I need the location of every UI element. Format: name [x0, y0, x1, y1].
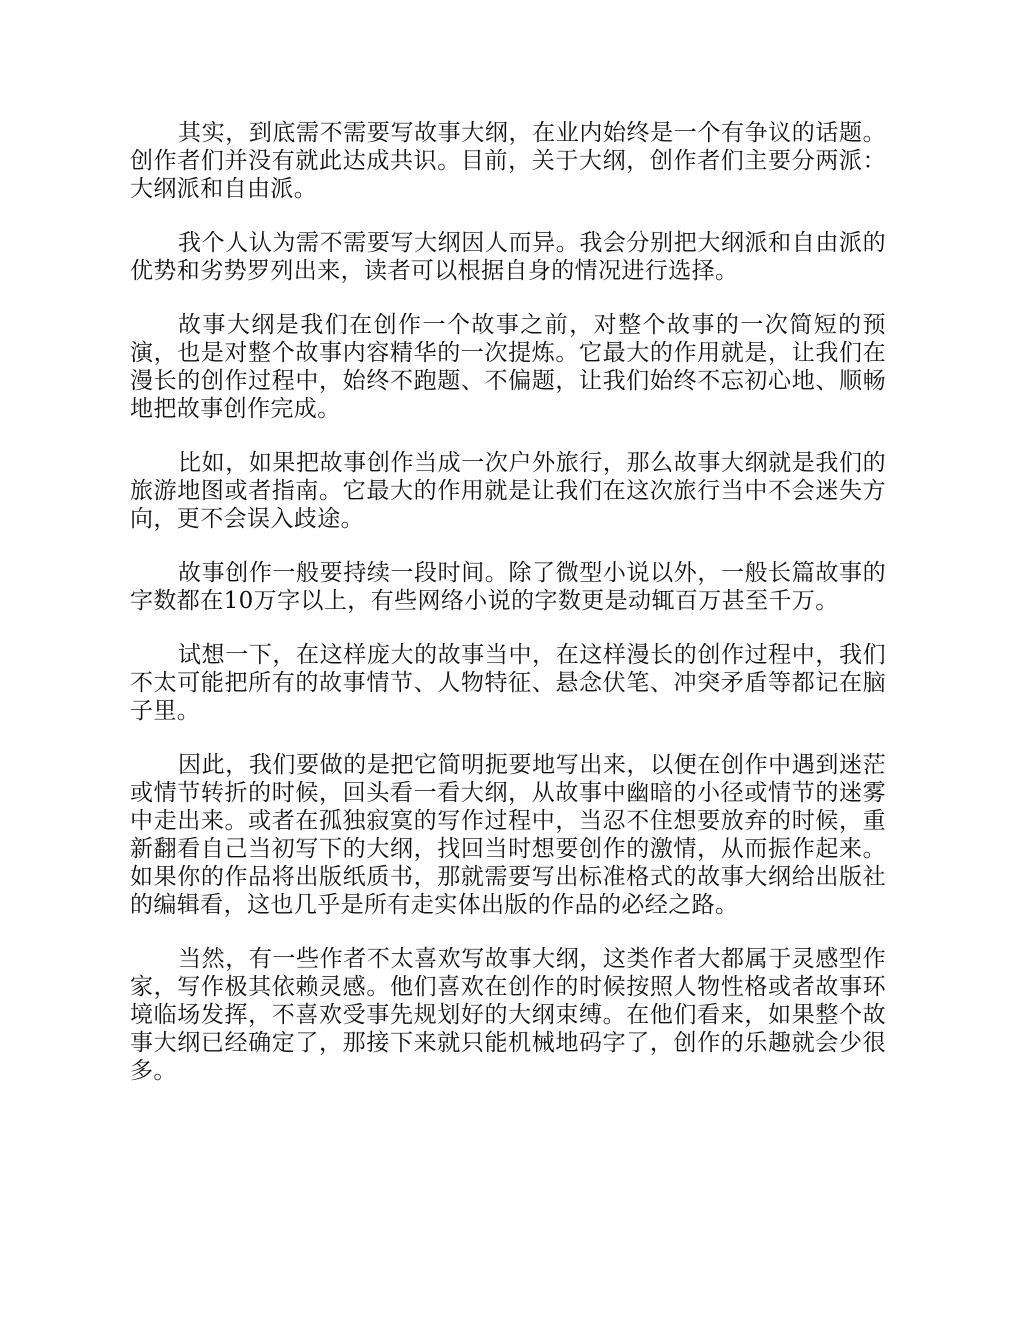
paragraph-6: 试想一下，在这样庞大的故事当中，在这样漫长的创作过程中，我们不太可能把所有的故事情节、人物特征、悬念伏笔、冲突矛盾等都记在脑子里。 — [130, 642, 886, 724]
paragraph-2: 我个人认为需不需要写大纲因人而异。我会分别把大纲派和自由派的优势和劣势罗列出来，读者可以根据自身的情况进行选择。 — [130, 230, 886, 284]
paragraph-7: 因此，我们要做的是把它简明扼要地写出来，以便在创作中遇到迷茫或情节转折的时候，回头看一看大纲，从故事中幽暗的小径或情节的迷雾中走出来。或者在孤独寂寞的写作过程中，当忍不住想要放弃的时候，重新翻看自己当初写下的大纲，找回当时想要创作的激情，从而振作起来。如果你的作品将出版纸质书，那就需要写出标准格式的故事大纲给出版社的编辑看，这也几乎是所有走实体出版的作品的必经之路。 — [130, 752, 886, 918]
paragraph-1: 其实，到底需不需要写故事大纲，在业内始终是一个有争议的话题。创作者们并没有就此达成共识。目前，关于大纲，创作者们主要分两派：大纲派和自由派。 — [130, 120, 886, 202]
paragraph-3: 故事大纲是我们在创作一个故事之前，对整个故事的一次简短的预演，也是对整个故事内容精华的一次提炼。它最大的作用就是，让我们在漫长的创作过程中，始终不跑题、不偏题，让我们始终不忘初心地、顺畅地把故事创作完成。 — [130, 312, 886, 422]
paragraph-8: 当然，有一些作者不太喜欢写故事大纲，这类作者大都属于灵感型作家，写作极其依赖灵感。他们喜欢在创作的时候按照人物性格或者故事环境临场发挥，不喜欢受事先规划好的大纲束缚。在他们看来，如果整个故事大纲已经确定了，那接下来就只能机械地码字了，创作的乐趣就会少很多。 — [130, 946, 886, 1084]
paragraph-5: 故事创作一般要持续一段时间。除了微型小说以外，一般长篇故事的字数都在10万字以上，有些网络小说的字数更是动辄百万甚至千万。 — [130, 560, 886, 614]
paragraph-4: 比如，如果把故事创作当成一次户外旅行，那么故事大纲就是我们的旅游地图或者指南。它最大的作用就是让我们在这次旅行当中不会迷失方向，更不会误入歧途。 — [130, 450, 886, 532]
document-page — [130, 119, 886, 1111]
